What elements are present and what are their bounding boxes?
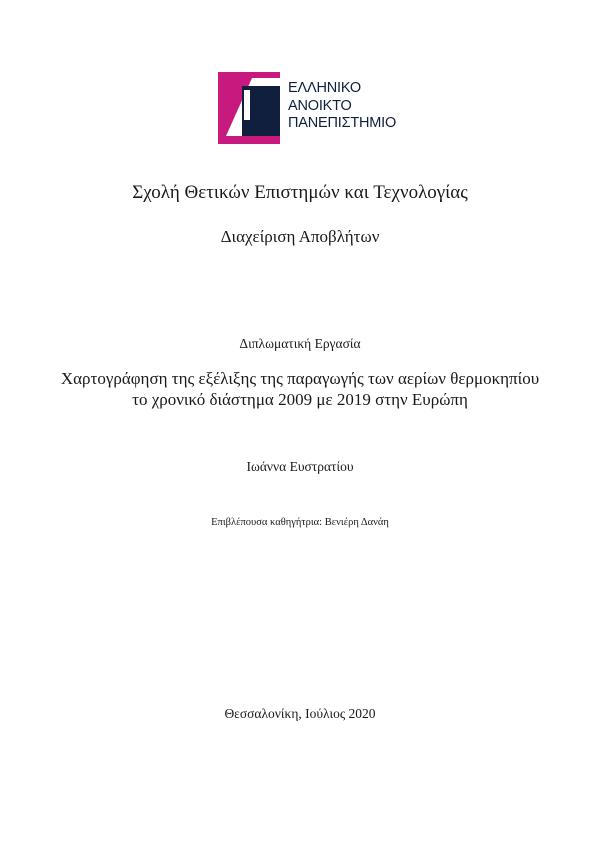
university-logo (218, 72, 408, 144)
logo-line-3: ΠΑΝΕΠΙΣΤΗΜΙΟ (288, 115, 397, 131)
logo-line-1: ΕΛΛΗΝΙΚΟ (288, 80, 361, 96)
department-name: Διαχείριση Αποβλήτων (220, 227, 380, 246)
university-logo-wordmark (288, 80, 396, 133)
author-name: Ιωάννα Ευστρατίου (246, 459, 354, 474)
logo-line-2: ΑΝΟΙΚΤΟ (288, 97, 352, 114)
school-name: Σχολή Θετικών Επιστημών και Τεχνολογίας (132, 182, 468, 203)
supervisor: Επιβλέπουσα καθηγήτρια: Βενιέρη Δανάη (211, 517, 389, 528)
document-type: Διπλωματική Εργασία (239, 336, 361, 351)
university-logo-mark (218, 72, 288, 144)
thesis-title: Χαρτογράφηση της εξέλιξης της παραγωγής των αερίων θερμοκηπίου το χρονικό διάστημα 2009 με 2019 στην Ευρώπη (60, 369, 540, 409)
place-and-date: Θεσσαλονίκη, Ιούλιος 2020 (224, 706, 376, 721)
